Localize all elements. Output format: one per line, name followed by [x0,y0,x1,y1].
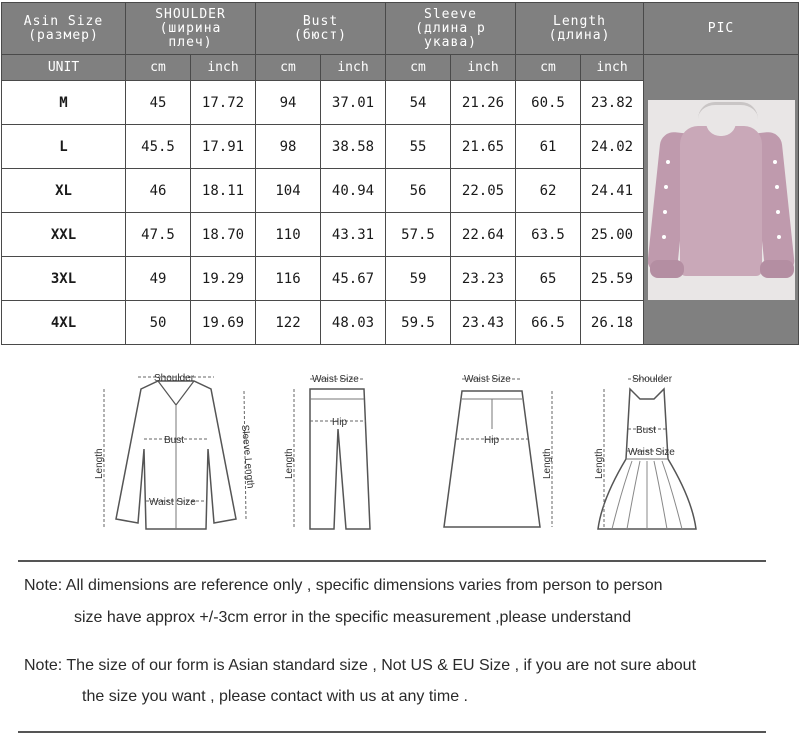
size-cell: L [2,125,126,169]
length-cm-cell: 60.5 [516,81,581,125]
shoulder-cm-cell: 46 [126,169,191,213]
sleeve-inch-cell: 21.65 [451,125,516,169]
dress-length-label: Length [594,448,605,479]
header-shoulder: SHOULDER (ширина плеч) [126,3,256,55]
sleeve-inch-cell: 21.26 [451,81,516,125]
pants-hip-label: Hip [332,417,348,428]
pants-diagram-icon [280,369,380,543]
sleeve-cm-cell: 55 [386,125,451,169]
length-inch-cell: 23.82 [581,81,644,125]
shoulder-cm-cell: 47.5 [126,213,191,257]
dress-diagram-icon [592,369,702,543]
unit-inch: inch [321,55,386,81]
shoulder-inch-cell: 19.29 [191,257,256,301]
sleeve-inch-cell: 23.23 [451,257,516,301]
length-inch-cell: 24.41 [581,169,644,213]
shoulder-inch-cell: 17.72 [191,81,256,125]
bust-inch-cell: 43.31 [321,213,386,257]
shirt-diagram-icon [96,369,256,543]
bust-inch-cell: 37.01 [321,81,386,125]
dress-waist-label: Waist Size [628,447,675,458]
length-inch-cell: 26.18 [581,301,644,345]
sleeve-inch-cell: 22.64 [451,213,516,257]
shirt-waist-label: Waist Size [149,497,196,508]
divider [18,731,766,733]
sleeve-cm-cell: 59.5 [386,301,451,345]
header-length: Length (длина) [516,3,644,55]
bust-cm-cell: 104 [256,169,321,213]
shirt-bust-label: Bust [164,435,185,446]
sleeve-inch-cell: 23.43 [451,301,516,345]
shirt-length-label: Length [94,448,105,479]
bust-cm-cell: 94 [256,81,321,125]
shoulder-inch-cell: 17.91 [191,125,256,169]
unit-cm: cm [386,55,451,81]
length-inch-cell: 25.00 [581,213,644,257]
length-cm-cell: 63.5 [516,213,581,257]
measurement-guide-panel [4,351,796,743]
shoulder-inch-cell: 18.70 [191,213,256,257]
note-1-line-2: size have approx +/-3cm error in the specific measurement ,please understand [74,609,632,626]
unit-cm: cm [126,55,191,81]
unit-cm: cm [256,55,321,81]
shirt-sleeve-label: Sleeve Length [239,424,256,489]
size-cell: XL [2,169,126,213]
bust-cm-cell: 122 [256,301,321,345]
shoulder-cm-cell: 45.5 [126,125,191,169]
length-cm-cell: 66.5 [516,301,581,345]
shoulder-cm-cell: 50 [126,301,191,345]
note-2-line-1: Note: The size of our form is Asian standard size , Not US & EU Size , if you are not sure about [24,657,697,674]
header-bust: Bust (бюст) [256,3,386,55]
bust-inch-cell: 45.67 [321,257,386,301]
dress-bust-label: Bust [636,425,657,436]
sleeve-cm-cell: 57.5 [386,213,451,257]
header-pic: PIC [644,3,799,55]
skirt-waist-label: Waist Size [464,374,511,385]
size-cell: 4XL [2,301,126,345]
note-2-line-2: the size you want , please contact with us at any time . [82,688,468,705]
sleeve-cm-cell: 54 [386,81,451,125]
unit-inch: inch [451,55,516,81]
unit-inch: inch [191,55,256,81]
unit-label: UNIT [2,55,126,81]
shoulder-cm-cell: 49 [126,257,191,301]
bust-inch-cell: 38.58 [321,125,386,169]
size-cell: 3XL [2,257,126,301]
header-row [2,3,799,55]
divider [18,560,766,562]
sleeve-cm-cell: 56 [386,169,451,213]
size-cell: M [2,81,126,125]
sleeve-cm-cell: 59 [386,257,451,301]
bust-cm-cell: 116 [256,257,321,301]
shoulder-inch-cell: 19.69 [191,301,256,345]
header-sleeve: Sleeve (длина р укава) [386,3,516,55]
length-inch-cell: 24.02 [581,125,644,169]
bust-cm-cell: 110 [256,213,321,257]
dress-shoulder-label: Shoulder [632,374,673,385]
size-cell: XXL [2,213,126,257]
shoulder-cm-cell: 45 [126,81,191,125]
header-asin-size: Asin Size (размер) [2,3,126,55]
shoulder-inch-cell: 18.11 [191,169,256,213]
product-photo-cell [644,55,799,345]
length-inch-cell: 25.59 [581,257,644,301]
skirt-diagram-icon [422,369,562,543]
blouse-photo [648,100,795,300]
skirt-hip-label: Hip [484,435,500,446]
skirt-length-label: Length [542,448,553,479]
shirt-shoulder-label: Shoulder [154,373,195,384]
pants-length-label: Length [284,448,295,479]
note-1-line-1: Note: All dimensions are reference only , specific dimensions varies from person to person [24,577,663,594]
sleeve-inch-cell: 22.05 [451,169,516,213]
bust-inch-cell: 48.03 [321,301,386,345]
length-cm-cell: 62 [516,169,581,213]
unit-inch: inch [581,55,644,81]
bust-cm-cell: 98 [256,125,321,169]
length-cm-cell: 65 [516,257,581,301]
bust-inch-cell: 40.94 [321,169,386,213]
unit-cm: cm [516,55,581,81]
length-cm-cell: 61 [516,125,581,169]
unit-row [2,55,799,81]
size-chart-table [1,2,799,345]
pants-waist-label: Waist Size [312,374,359,385]
